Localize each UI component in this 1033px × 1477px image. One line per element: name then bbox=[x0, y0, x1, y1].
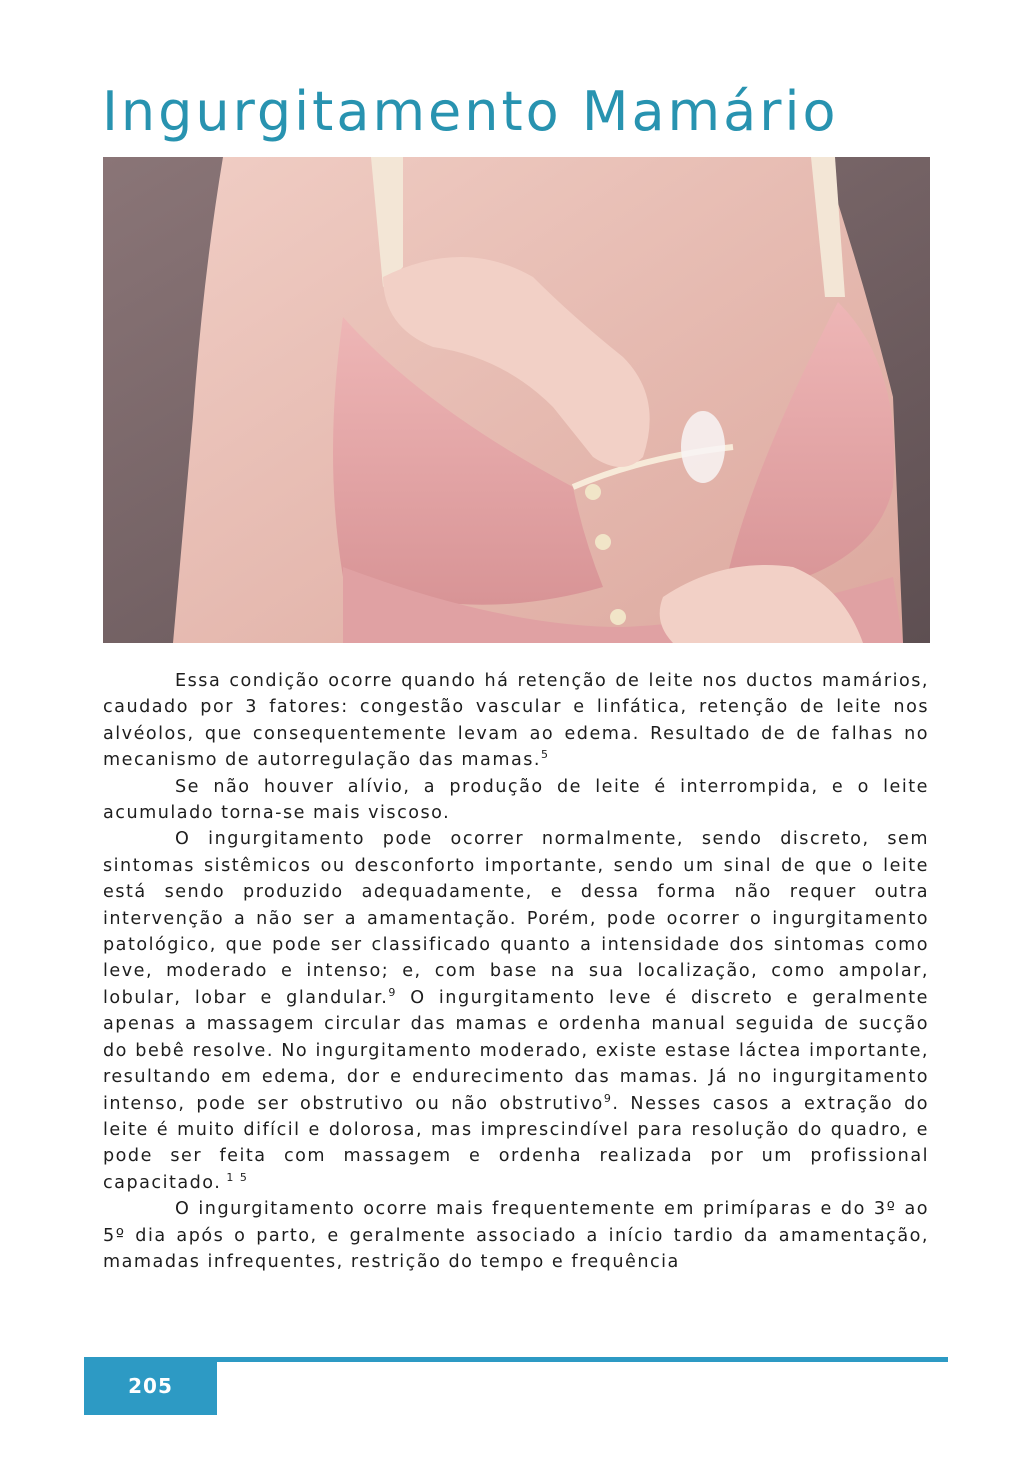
paragraph-3-text-b: O ingurgitamento leve é discreto e geralmente apenas a massagem circular das mamas e ordenha manual seguida de sucção do bebê resolve. No ingurgitamento moderado, existe estase láctea importante, resultando em edema, dor e endurecimento das mamas. Já no ingurgitamento intenso, pode ser obstrutivo ou não obstrutivo bbox=[103, 987, 929, 1114]
paragraph-1 bbox=[103, 668, 929, 774]
breast-care-photo bbox=[103, 157, 930, 643]
reference-5: 5 bbox=[541, 748, 550, 762]
page-title: Ingurgitamento Mamário bbox=[102, 80, 839, 143]
paragraph-3-text-c: . Nesses casos a extração do leite é muito difícil e dolorosa, mas imprescindível para resolução do quadro, e pode ser feita com massagem e ordenha realizada por um profissional capacitado. bbox=[103, 1093, 930, 1193]
paragraph-3 bbox=[103, 826, 929, 1196]
paragraph-2: Se não houver alívio, a produção de leite é interrompida, e o leite acumulado torna-se mais viscoso. bbox=[103, 776, 929, 824]
paragraph-1-text: Essa condição ocorre quando há retenção de leite nos ductos mamários, caudado por 3 fatores: congestão vascular e linfática, retenção de leite nos alvéolos, que consequentemente levam ao edema. Resultado de de falhas no mecanismo de autorregulação das mamas. bbox=[103, 671, 929, 771]
paragraph-4: O ingurgitamento ocorre mais frequentemente em primíparas e do 3º ao 5º dia após o parto, e geralmente associado a início tardio da amamentação, mamadas infrequentes, restrição do tempo e frequência bbox=[103, 1199, 929, 1272]
reference-1-5: 1 5 bbox=[221, 1170, 249, 1184]
paragraph-3-text-a: O ingurgitamento pode ocorrer normalmente, sendo discreto, sem sintomas sistêmicos ou desconforto importante, sendo um sinal de que o leite está sendo produzido adequadamente, e dessa forma não requer outra intervenção a não ser a amamentação. Porém, pode ocorrer o ingurgitamento patológico, que pode ser classificado quanto a intensidade dos sintomas como leve, moderado e intenso; e, com base na sua localização, como ampolar, lobular, lobar e glandular. bbox=[103, 829, 929, 1008]
body-text bbox=[103, 668, 929, 1275]
reference-9b: 9 bbox=[603, 1091, 613, 1105]
reference-9a: 9 bbox=[388, 985, 397, 999]
page-number: 205 bbox=[84, 1357, 217, 1415]
